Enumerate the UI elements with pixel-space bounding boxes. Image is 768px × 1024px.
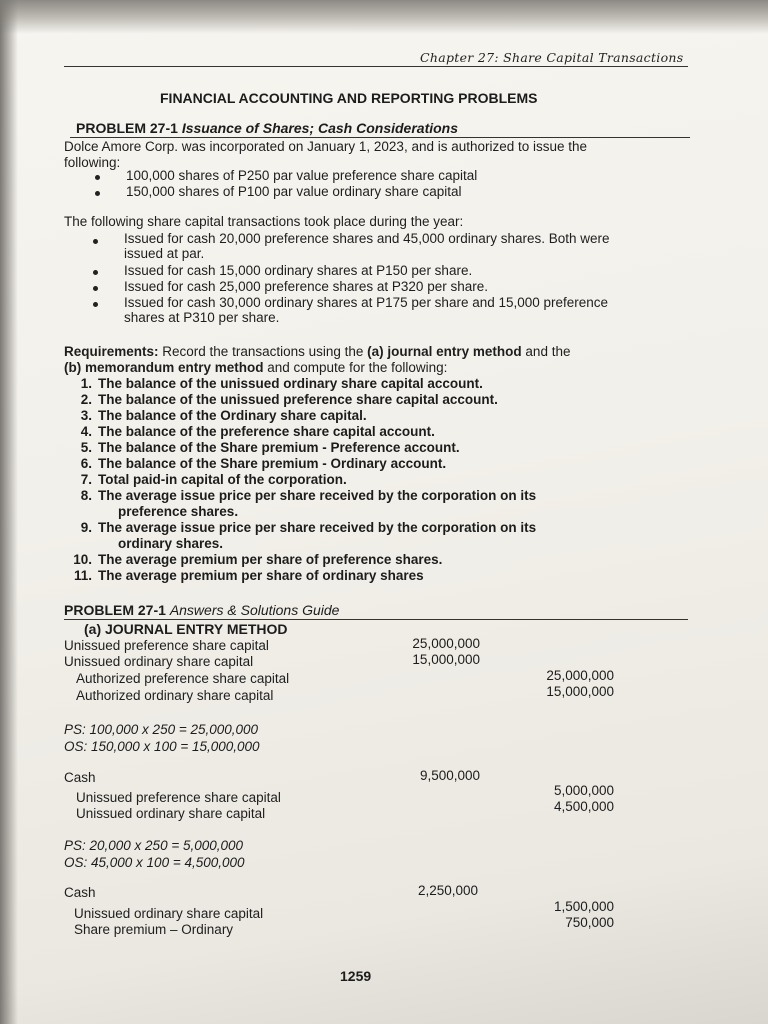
requirement-text: Total paid-in capital of the corporation. <box>98 472 347 487</box>
credit-amount: 25,000,000 <box>546 668 614 683</box>
debit-amount: 2,250,000 <box>417 883 478 898</box>
journal-account: Authorized ordinary share capital <box>76 688 274 703</box>
requirement-number: 7. <box>80 472 92 487</box>
requirements-text: and the <box>521 344 571 359</box>
requirements-intro <box>64 344 570 359</box>
answers-title-prefix: PROBLEM 27-1 <box>64 602 170 618</box>
requirements-label: Requirements: <box>64 344 159 359</box>
journal-account: Share premium – Ordinary <box>74 922 234 937</box>
journal-account: Unissued ordinary share capital <box>76 806 266 821</box>
requirements-text: and compute for the following: <box>263 360 448 375</box>
credit-amount: 4,500,000 <box>553 799 614 814</box>
journal-account: Unissued preference share capital <box>76 790 281 805</box>
credit-amount: 1,500,000 <box>553 899 614 914</box>
method-heading: (a) JOURNAL ENTRY METHOD <box>84 621 288 637</box>
problem-title-suffix: Issuance of Shares; Cash Considerations <box>181 120 459 136</box>
journal-account: Unissued preference share capital <box>64 638 269 653</box>
transactions-intro: The following share capital transactions took place during the year: <box>64 214 464 229</box>
requirement-item <box>64 520 536 535</box>
journal-account: Cash <box>64 770 96 785</box>
requirement-text: The balance of the unissued preference share capital account. <box>98 392 498 407</box>
header-rule <box>64 66 688 67</box>
journal-account: Cash <box>64 885 96 900</box>
requirement-item <box>64 456 446 471</box>
authorized-item: 150,000 shares of P100 par value ordinary share capital <box>126 184 462 199</box>
requirement-text: The balance of the Share premium - Preference account. <box>98 440 460 455</box>
formula-line: OS: 150,000 x 100 = 15,000,000 <box>64 739 260 754</box>
requirement-item <box>64 472 347 487</box>
requirement-number: 8. <box>80 488 92 503</box>
requirement-item <box>64 552 442 567</box>
transaction-item: Issued for cash 25,000 preference shares at P320 per share. <box>124 279 488 294</box>
requirement-text: The average premium per share of preference shares. <box>98 552 443 567</box>
requirement-item <box>64 440 460 455</box>
problem-title-prefix: PROBLEM 27-1 <box>76 120 182 136</box>
requirement-number: 1. <box>80 376 92 391</box>
requirement-text: The balance of the Ordinary share capital. <box>98 408 367 423</box>
problem-title-rule <box>70 137 690 138</box>
page-left-shadow <box>0 0 18 1024</box>
requirement-text: The average issue price per share received by the corporation on its <box>98 488 537 503</box>
debit-amount: 15,000,000 <box>412 652 480 667</box>
answers-title-suffix: Answers & Solutions Guide <box>169 602 340 618</box>
bullet-icon <box>95 175 100 180</box>
requirement-number: 10. <box>73 552 92 567</box>
requirement-text: The balance of the preference share capital account. <box>98 424 435 439</box>
requirement-text: The balance of the unissued ordinary share capital account. <box>98 376 483 391</box>
requirement-number: 5. <box>80 440 92 455</box>
requirement-text-continued: ordinary shares. <box>118 536 224 551</box>
main-heading: FINANCIAL ACCOUNTING AND REPORTING PROBLEMS <box>160 90 538 106</box>
requirement-item <box>64 376 483 391</box>
requirements-text: Record the transactions using the <box>158 344 368 359</box>
requirement-item <box>64 424 435 439</box>
page-number: 1259 <box>340 968 372 984</box>
credit-amount: 750,000 <box>565 915 614 930</box>
transaction-item: issued at par. <box>124 246 205 261</box>
requirement-number: 4. <box>80 424 92 439</box>
formula-line: PS: 20,000 x 250 = 5,000,000 <box>64 838 244 853</box>
debit-amount: 9,500,000 <box>419 768 480 783</box>
requirement-text: The balance of the Share premium - Ordinary account. <box>98 456 447 471</box>
bullet-icon <box>93 270 98 275</box>
chapter-header: Chapter 27: Share Capital Transactions <box>420 50 684 65</box>
transaction-item: shares at P310 per share. <box>124 310 280 325</box>
requirement-number: 6. <box>80 456 92 471</box>
bullet-icon <box>93 239 98 244</box>
credit-amount: 5,000,000 <box>553 783 614 798</box>
formula-line: OS: 45,000 x 100 = 4,500,000 <box>64 855 245 870</box>
journal-account: Authorized preference share capital <box>76 671 290 686</box>
bullet-icon <box>93 302 98 307</box>
requirement-number: 3. <box>80 408 92 423</box>
page-top-shadow <box>0 0 768 34</box>
intro-line: Dolce Amore Corp. was incorporated on January 1, 2023, and is authorized to issue the <box>64 139 588 154</box>
problem-title <box>76 120 458 136</box>
journal-account: Unissued ordinary share capital <box>64 654 254 669</box>
intro-line: following: <box>64 155 121 170</box>
bullet-icon <box>93 286 98 291</box>
transaction-item: Issued for cash 15,000 ordinary shares at P150 per share. <box>124 263 473 278</box>
requirement-item <box>64 488 536 503</box>
answers-title <box>64 602 339 618</box>
requirement-text: The average premium per share of ordinary shares <box>98 568 424 583</box>
requirement-text-continued: preference shares. <box>118 504 239 519</box>
requirement-number: 2. <box>80 392 92 407</box>
requirement-number: 9. <box>80 520 92 535</box>
bullet-icon <box>95 191 100 196</box>
credit-amount: 15,000,000 <box>546 684 614 699</box>
requirement-item <box>64 392 498 407</box>
requirements-intro <box>64 360 447 375</box>
requirement-number: 11. <box>73 568 92 583</box>
transaction-item: Issued for cash 20,000 preference shares and 45,000 ordinary shares. Both were <box>124 231 610 246</box>
answers-title-rule <box>64 619 688 620</box>
formula-line: PS: 100,000 x 250 = 25,000,000 <box>64 722 259 737</box>
requirement-item <box>64 568 424 583</box>
journal-account: Unissued ordinary share capital <box>74 906 264 921</box>
requirement-item <box>64 408 367 423</box>
transaction-item: Issued for cash 30,000 ordinary shares at P175 per share and 15,000 preference <box>124 295 609 310</box>
authorized-item: 100,000 shares of P250 par value preference share capital <box>126 168 478 183</box>
requirements-method-b: (b) memorandum entry method <box>64 360 264 375</box>
debit-amount: 25,000,000 <box>412 636 480 651</box>
requirements-method-a: (a) journal entry method <box>367 344 522 359</box>
requirement-text: The average issue price per share received by the corporation on its <box>98 520 537 535</box>
